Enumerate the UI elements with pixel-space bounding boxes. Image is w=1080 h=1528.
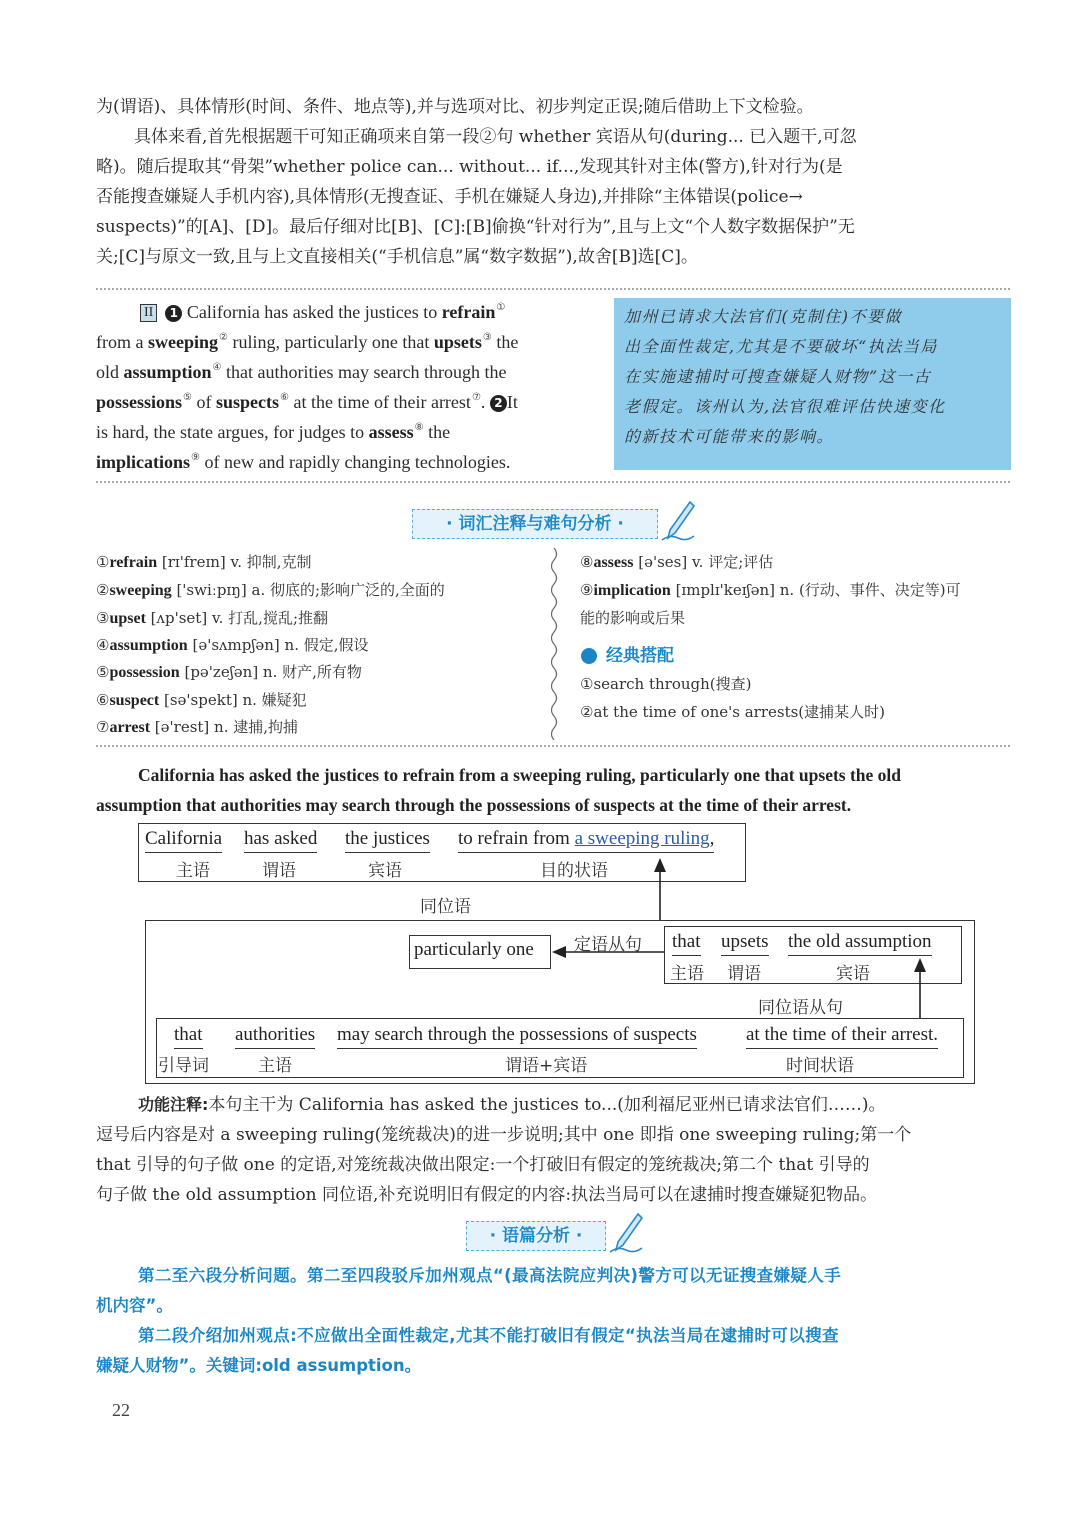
translation-box	[614, 298, 1011, 470]
passage-line: II 1 California has asked the justices to refrain①	[140, 293, 505, 327]
passage-line: possessions⑤ of suspects⑥ at the time of their arrest⑦. 2 It	[96, 392, 518, 412]
note-line: 逗号后内容是对 a sweeping ruling(笼统裁决)的进一步说明;其中 one 即指 one sweeping ruling;第一个	[96, 1125, 912, 1145]
vocab-item: ⑤possession [pə'zeʃən] n. 财产,所有物	[96, 663, 362, 681]
token: has asked	[244, 826, 317, 853]
token: the justices	[345, 826, 430, 853]
relation-label: 同位语	[420, 897, 471, 917]
section-banner-discourse: · 语篇分析 ·	[466, 1221, 606, 1251]
text-line: 为(谓语)、具体情形(时间、条件、地点等),并与选项对比、初步判定正误;随后借助上下文检验。	[96, 97, 814, 117]
vocab-item: ②sweeping ['swiːpɪŋ] a. 彻底的;影响广泛的,全面的	[96, 581, 445, 599]
vocab-item: ⑥suspect [sə'spekt] n. 嫌疑犯	[96, 691, 307, 709]
token: that	[672, 929, 701, 956]
difficult-sentence-line: California has asked the justices to refrain from a sweeping ruling, particularly one that upsets the old	[138, 765, 902, 785]
note-line: 功能注释:本句主干为 California has asked the justices to...(加利福尼亚州已请求法官们……)。	[138, 1095, 886, 1115]
discourse-line: 第二段介绍加州观点:不应做出全面性裁定,尤其不能打破旧有假定“执法当局在逮捕时可以搜查	[138, 1326, 839, 1345]
token: particularly one	[414, 939, 534, 960]
translation-line: 在实施逮捕时可搜查嫌疑人财物”这一古	[624, 367, 932, 386]
text-line: 否能搜查嫌疑人手机内容),具体情形(无搜查证、手机在嫌疑人身边),并排除“主体错误(police→	[96, 187, 803, 207]
collocation-title: 经典搭配	[606, 646, 674, 666]
role-label: 宾语	[836, 964, 870, 984]
translation-line: 老假定。该州认为,法官很难评估快速变化	[624, 397, 946, 416]
divider	[96, 481, 1010, 483]
vocab-item: ④assumption [ə'sʌmpʃən] n. 假定,假设	[96, 636, 369, 654]
sentence-number-icon: 2	[490, 395, 507, 412]
role-label: 主语	[176, 861, 210, 881]
passage-line: implications⑨ of new and rapidly changing technologies.	[96, 452, 511, 472]
note-line: 句子做 the old assumption 同位语,补充说明旧有假定的内容:执法当局可以在逮捕时搜查嫌疑犯物品。	[96, 1185, 878, 1205]
token: at the time of their arrest.	[746, 1022, 938, 1049]
collocation-item: ②at the time of one's arrests(逮捕某人时)	[580, 703, 886, 721]
passage-line: is hard, the state argues, for judges to assess⑧ the	[96, 422, 451, 442]
text-line: 略)。随后提取其“骨架”whether police can... without... if...,发现其针对主体(警方),针对行为(是	[96, 157, 843, 177]
token: authorities	[235, 1022, 315, 1049]
role-label: 主语	[258, 1056, 292, 1076]
token: California	[145, 826, 222, 853]
vocab-item: ⑨implication [ɪmplɪ'keɪʃən] n. (行动、事件、决定等)可	[580, 581, 961, 599]
relation-label: 定语从句	[574, 935, 642, 955]
translation-line: 的新技术可能带来的影响。	[624, 427, 835, 446]
role-label: 目的状语	[540, 861, 608, 881]
role-label: 谓语	[727, 964, 761, 984]
role-label: 谓语	[262, 861, 296, 881]
note-line: that 引导的句子做 one 的定语,对笼统裁决做出限定:一个打破旧有假定的笼统裁决;第二个 that 引导的	[96, 1155, 870, 1175]
vocab-item: ①refrain [rɪ'freɪn] v. 抑制,克制	[96, 553, 312, 571]
vocab-item: ③upset [ʌp'set] v. 打乱,搅乱;推翻	[96, 609, 329, 627]
relation-label: 同位语从句	[758, 998, 843, 1018]
passage-line: from a sweeping② ruling, particularly one that upsets③ the	[96, 332, 519, 352]
divider	[96, 288, 1010, 290]
translation-line: 加州已请求大法官们(克制住)不要做	[624, 307, 902, 326]
sentence-number-icon: 1	[165, 305, 182, 322]
discourse-line: 第二至六段分析问题。第二至四段驳斥加州观点“(最高法院应判决)警方可以无证搜查嫌疑人手	[138, 1266, 842, 1285]
role-label: 时间状语	[786, 1056, 854, 1076]
translation-line: 出全面性裁定,尤其是不要破坏“执法当局	[624, 337, 938, 356]
role-label: 宾语	[368, 861, 402, 881]
token: that	[174, 1022, 203, 1049]
role-label: 引导词	[158, 1056, 209, 1076]
pen-icon	[608, 1212, 644, 1254]
discourse-line: 嫌疑人财物”。关键词:old assumption。	[96, 1356, 422, 1375]
wavy-divider	[547, 548, 561, 740]
paragraph-marker: II	[140, 304, 157, 322]
text-line: 关;[C]与原文一致,且与上文直接相关(“手机信息”属“数字数据”),故舍[B]选[C]。	[96, 247, 698, 267]
passage-line: old assumption④ that authorities may search through the	[96, 362, 507, 382]
token: upsets	[721, 929, 769, 956]
difficult-sentence-line: assumption that authorities may search through the possessions of suspects at the time of their arrest.	[96, 795, 852, 815]
vocab-item: ⑧assess [ə'ses] v. 评定;评估	[580, 553, 774, 571]
collocation-item: ①search through(搜查)	[580, 675, 752, 693]
token: to refrain from a sweeping ruling,	[458, 826, 714, 853]
section-banner-vocab: · 词汇注释与难句分析 ·	[412, 509, 658, 539]
vocab-item: ⑦arrest [ə'rest] n. 逮捕,拘捕	[96, 718, 299, 736]
text-line: 具体来看,首先根据题干可知正确项来自第一段②句 whether 宾语从句(during... 已入题干,可忽	[134, 127, 857, 147]
page-number: 22	[112, 1400, 130, 1420]
role-label: 主语	[670, 964, 704, 984]
vocab-item: 能的影响或后果	[580, 609, 686, 627]
bullet-circle-icon	[581, 648, 597, 664]
role-label: 谓语+宾语	[505, 1056, 588, 1076]
text-line: suspects)”的[A]、[D]。最后仔细对比[B]、[C]:[B]偷换“针对行为”,且与上文“个人数字数据保护”无	[96, 217, 855, 237]
discourse-line: 机内容”。	[96, 1296, 173, 1315]
token: may search through the possessions of suspects	[337, 1022, 697, 1049]
pen-icon	[660, 500, 696, 542]
token: the old assumption	[788, 929, 932, 956]
divider	[96, 745, 1010, 747]
